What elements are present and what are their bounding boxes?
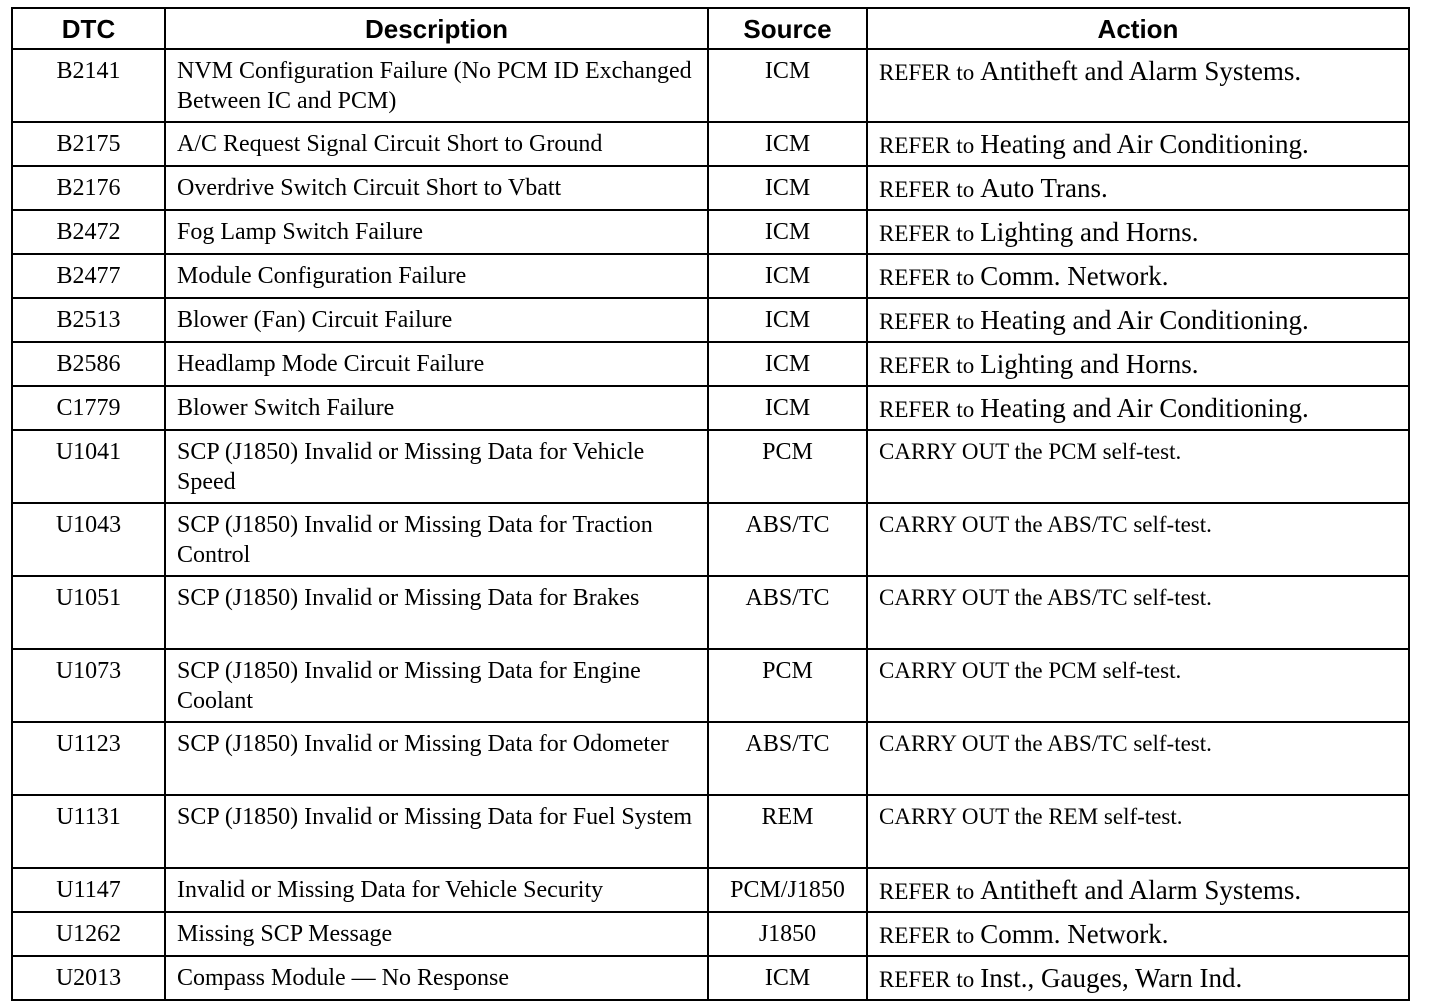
source: REM [708, 795, 867, 868]
dtc-code: U1073 [12, 649, 165, 722]
dtc-code: U1262 [12, 912, 165, 956]
action [867, 166, 1409, 210]
action-verb: CARRY OUT the PCM self-test. [879, 658, 1182, 683]
description: Compass Module — No Response [165, 956, 708, 1000]
description: SCP (J1850) Invalid or Missing Data for Odometer [165, 722, 708, 795]
source: PCM [708, 649, 867, 722]
action-verb: REFER to [879, 60, 975, 85]
source: ABS/TC [708, 503, 867, 576]
description: SCP (J1850) Invalid or Missing Data for Engine Coolant [165, 649, 708, 722]
action-target: Lighting and Horns. [980, 349, 1199, 379]
action-target: Auto Trans. [980, 173, 1108, 203]
dtc-code: U1131 [12, 795, 165, 868]
action-target: Heating and Air Conditioning. [980, 129, 1309, 159]
table-row [12, 166, 1409, 210]
action-verb: CARRY OUT the ABS/TC self-test. [879, 731, 1212, 756]
action-verb: REFER to [879, 265, 975, 290]
table-row [12, 868, 1409, 912]
action [867, 795, 1409, 868]
source: PCM [708, 430, 867, 503]
action-target: Inst., Gauges, Warn Ind. [980, 963, 1243, 993]
table-row [12, 956, 1409, 1000]
table-row [12, 912, 1409, 956]
table-row [12, 342, 1409, 386]
header-row [12, 8, 1409, 49]
header-description: Description [165, 8, 708, 49]
action [867, 649, 1409, 722]
description: SCP (J1850) Invalid or Missing Data for Brakes [165, 576, 708, 649]
action-target: Comm. Network. [980, 261, 1169, 291]
table-row [12, 722, 1409, 795]
action [867, 210, 1409, 254]
action-verb: REFER to [879, 309, 975, 334]
description: Overdrive Switch Circuit Short to Vbatt [165, 166, 708, 210]
action-target: Comm. Network. [980, 919, 1169, 949]
dtc-code: B2472 [12, 210, 165, 254]
action-verb: CARRY OUT the PCM self-test. [879, 439, 1182, 464]
action [867, 912, 1409, 956]
dtc-code: U1051 [12, 576, 165, 649]
source: J1850 [708, 912, 867, 956]
table-row [12, 795, 1409, 868]
action-target: Antitheft and Alarm Systems. [980, 875, 1302, 905]
source: ICM [708, 298, 867, 342]
description: Blower Switch Failure [165, 386, 708, 430]
header-action: Action [867, 8, 1409, 49]
action-verb: REFER to [879, 177, 975, 202]
action-verb: REFER to [879, 879, 975, 904]
action [867, 122, 1409, 166]
action [867, 722, 1409, 795]
dtc-code: C1779 [12, 386, 165, 430]
dtc-code: U1043 [12, 503, 165, 576]
dtc-code: B2175 [12, 122, 165, 166]
dtc-code: B2176 [12, 166, 165, 210]
source: ICM [708, 956, 867, 1000]
action-verb: REFER to [879, 923, 975, 948]
description: Missing SCP Message [165, 912, 708, 956]
source: ICM [708, 166, 867, 210]
description: SCP (J1850) Invalid or Missing Data for Vehicle Speed [165, 430, 708, 503]
table-row [12, 503, 1409, 576]
action [867, 868, 1409, 912]
table-row [12, 430, 1409, 503]
source: ABS/TC [708, 576, 867, 649]
header-source: Source [708, 8, 867, 49]
description: Headlamp Mode Circuit Failure [165, 342, 708, 386]
source: ICM [708, 386, 867, 430]
table-row [12, 122, 1409, 166]
action-target: Heating and Air Conditioning. [980, 393, 1309, 423]
action [867, 430, 1409, 503]
action [867, 956, 1409, 1000]
table-row [12, 576, 1409, 649]
action [867, 386, 1409, 430]
dtc-code: U1123 [12, 722, 165, 795]
dtc-code: U2013 [12, 956, 165, 1000]
description: Blower (Fan) Circuit Failure [165, 298, 708, 342]
table-row [12, 649, 1409, 722]
action [867, 576, 1409, 649]
action-target: Antitheft and Alarm Systems. [980, 56, 1302, 86]
description: A/C Request Signal Circuit Short to Ground [165, 122, 708, 166]
action [867, 298, 1409, 342]
action [867, 49, 1409, 122]
table-row [12, 386, 1409, 430]
table-row [12, 254, 1409, 298]
dtc-code: U1041 [12, 430, 165, 503]
table-row [12, 210, 1409, 254]
action-target: Lighting and Horns. [980, 217, 1199, 247]
action-verb: REFER to [879, 397, 975, 422]
header-dtc: DTC [12, 8, 165, 49]
action-verb: CARRY OUT the REM self-test. [879, 804, 1183, 829]
action-verb: CARRY OUT the ABS/TC self-test. [879, 585, 1212, 610]
source: ICM [708, 210, 867, 254]
description: Invalid or Missing Data for Vehicle Security [165, 868, 708, 912]
dtc-code: B2586 [12, 342, 165, 386]
action-verb: REFER to [879, 221, 975, 246]
dtc-table [11, 7, 1410, 1001]
description: SCP (J1850) Invalid or Missing Data for Traction Control [165, 503, 708, 576]
action-target: Heating and Air Conditioning. [980, 305, 1309, 335]
action-verb: REFER to [879, 353, 975, 378]
dtc-code: B2141 [12, 49, 165, 122]
description: Module Configuration Failure [165, 254, 708, 298]
source: PCM/J1850 [708, 868, 867, 912]
action [867, 342, 1409, 386]
description: SCP (J1850) Invalid or Missing Data for Fuel System [165, 795, 708, 868]
source: ICM [708, 49, 867, 122]
table-row [12, 298, 1409, 342]
action-verb: CARRY OUT the ABS/TC self-test. [879, 512, 1212, 537]
description: Fog Lamp Switch Failure [165, 210, 708, 254]
source: ABS/TC [708, 722, 867, 795]
table-row [12, 49, 1409, 122]
action [867, 503, 1409, 576]
action-verb: REFER to [879, 967, 975, 992]
source: ICM [708, 342, 867, 386]
action [867, 254, 1409, 298]
dtc-code: B2513 [12, 298, 165, 342]
description: NVM Configuration Failure (No PCM ID Exchanged Between IC and PCM) [165, 49, 708, 122]
action-verb: REFER to [879, 133, 975, 158]
source: ICM [708, 254, 867, 298]
dtc-code: U1147 [12, 868, 165, 912]
dtc-code: B2477 [12, 254, 165, 298]
source: ICM [708, 122, 867, 166]
